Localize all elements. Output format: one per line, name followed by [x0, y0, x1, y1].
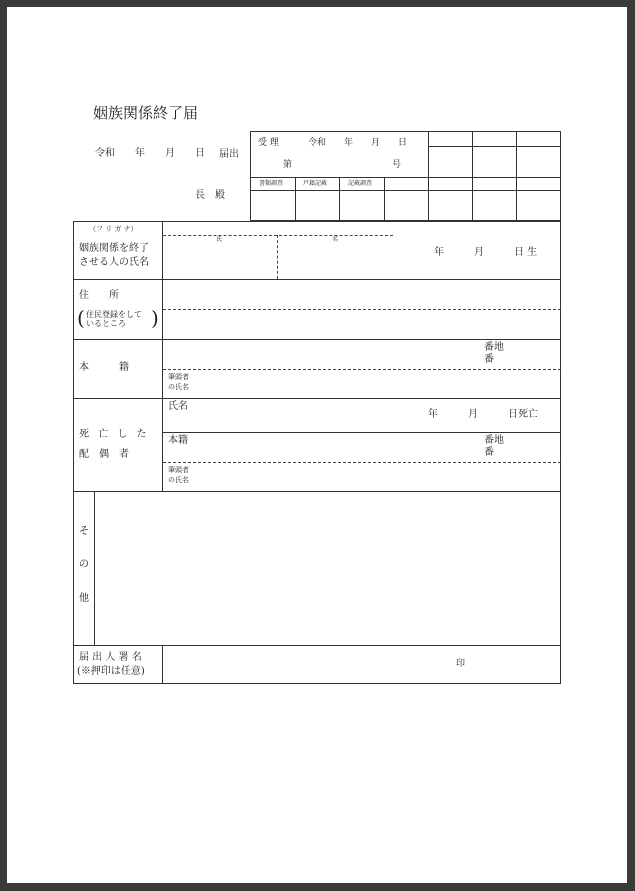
spouse-name-label: 氏名 — [168, 401, 188, 412]
spouse-honseki-label: 本籍 — [168, 435, 188, 446]
spouse-label-line1: 死 亡 し た — [79, 429, 150, 440]
other-label-char3: 他 — [79, 593, 89, 604]
number-suffix: 号 — [392, 160, 402, 170]
honseki-banchi: 番地 — [484, 342, 504, 353]
address-note-line2: いるところ — [86, 319, 126, 328]
address-note-line1: 住民登録をして — [86, 310, 142, 319]
seal-mark: 印 — [456, 659, 466, 669]
spouse-hittousha-line2: の氏名 — [168, 476, 189, 484]
reception-date: 令和 年 月 日 — [308, 138, 408, 148]
person-name-label-line1: 姻族関係を終了 — [79, 243, 149, 254]
furigana-label: （フ リ ガ ナ） — [89, 225, 138, 233]
spouse-honseki-ban: 番 — [484, 447, 494, 458]
number-prefix: 第 — [283, 160, 293, 170]
person-name-label-line2: させる人の氏名 — [79, 257, 149, 268]
reception-label: 受 理 — [258, 138, 279, 148]
person-birth-date: 年 月 日 生 — [434, 247, 538, 258]
filing-label: 届出 — [219, 149, 239, 160]
filing-date: 令和 年 月 日 — [95, 148, 205, 159]
honseki-hittousha-field[interactable] — [197, 370, 561, 397]
honseki-field[interactable] — [163, 340, 481, 368]
honseki-hittousha-line2: の氏名 — [168, 383, 189, 391]
spouse-honseki-banchi: 番地 — [484, 435, 504, 446]
spouse-honseki-field[interactable] — [192, 434, 481, 461]
honseki-ban: 番 — [484, 354, 494, 365]
surname-label: 氏 — [216, 236, 223, 243]
address-field-line1[interactable] — [163, 280, 561, 308]
given-name-field[interactable] — [278, 236, 428, 278]
other-label-char2: の — [79, 559, 89, 570]
spouse-name-field[interactable] — [192, 400, 422, 431]
honseki-hittousha-line1: 筆頭者 — [168, 373, 189, 381]
spouse-death-date: 年 月 日死亡 — [428, 409, 538, 420]
other-label-char1: そ — [79, 526, 89, 537]
signature-field[interactable] — [163, 646, 443, 683]
form-page — [7, 7, 627, 883]
form-title: 姻族関係終了届 — [93, 104, 199, 122]
spouse-label-line2: 配 偶 者 — [79, 449, 129, 460]
address-field-line2[interactable] — [163, 310, 561, 338]
stamp-label-register-entry: 戸籍記載 — [303, 180, 328, 187]
address-note-bracket-open: ( — [77, 306, 85, 330]
address-label: 住 所 — [79, 290, 119, 301]
signature-label-line2: (※押印は任意) — [77, 666, 145, 677]
spouse-hittousha-line1: 筆頭者 — [168, 466, 189, 474]
stamp-label-document-check: 書類調査 — [259, 180, 284, 187]
addressee-label: 長 殿 — [195, 190, 225, 201]
address-note-bracket-close: ) — [151, 306, 159, 330]
stamp-label-entry-check: 記載調査 — [348, 180, 373, 187]
spouse-hittousha-field[interactable] — [197, 463, 561, 490]
other-notes-field[interactable] — [95, 492, 560, 644]
signature-label-line1: 届 出 人 署 名 — [79, 652, 142, 663]
honseki-label: 本 籍 — [79, 362, 129, 373]
surname-field[interactable] — [163, 236, 276, 278]
given-name-label: 名 — [332, 236, 339, 243]
